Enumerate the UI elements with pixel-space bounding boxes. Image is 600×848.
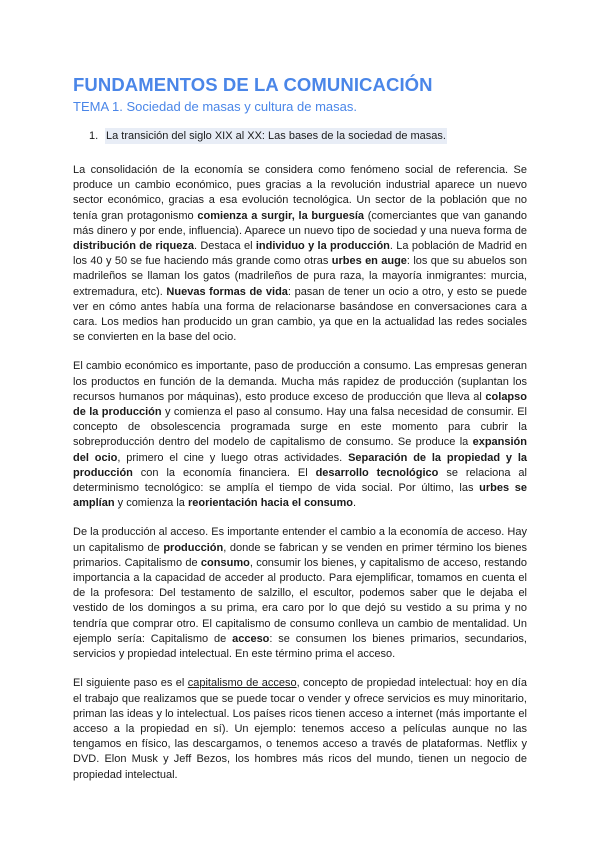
p2-text-g: con la economía financiera. El (132, 466, 316, 479)
p1-bold-f: individuo y la producción (255, 240, 390, 253)
section-heading (89, 128, 527, 144)
paragraph-2 (73, 359, 527, 511)
p4-text-a: El siguiente paso es el (73, 677, 188, 690)
p3-text-g: : se consumen los bienes primarios, secundarios, servicios y propiedad intelectual. En este término prima el acceso. (73, 632, 527, 661)
p2-text-i: se relaciona al determinismo tecnológico: se amplía el tiempo de vida social. Por último, las (73, 466, 527, 495)
section-heading-text: La transición del siglo XIX al XX: Las bases de la sociedad de masas. (106, 130, 446, 142)
p4-underline-b: capitalismo de acceso (187, 677, 297, 690)
section-number: 1. (89, 130, 99, 142)
p4-text-c: , concepto de propiedad intelectual: hoy en día el trabajo que realizamos que se puede tocar o vender y ofrece servicios es muy minoritario, priman las ideas y lo intelectual. Los países ricos tienen acceso a internet (más importante el acceso a la propiedad en sí). Un ejemplo: tenemos acceso a películas aunque no las tengamos en físico, las descargamos, o tenemos acceso a través de plataformas. Netflix y DVD. Elon Musk y Jeff Bezos, los hombres más ricos del mundo, tienen un negocio de propiedad intelectual. (73, 677, 527, 781)
p2-text-m: . (353, 497, 357, 510)
p3-bold-b: producción (163, 541, 224, 554)
paragraph-3 (73, 525, 527, 662)
p3-text-c: , donde se fabrican y se venden en primer término los bienes primarios. Capitalismo de (73, 541, 527, 569)
p2-bold-d: expansión del ocio (73, 436, 527, 464)
p2-text-e: , primero el cine y luego otras actividades. (117, 451, 349, 464)
p1-text-e: . Destaca el (193, 240, 256, 253)
p2-bold-h: desarrollo tecnológico (315, 466, 439, 479)
p1-text-i: : los que su abuelos son madrileños se llaman los gatos (madrileños de pura raza, la mayoría inmigrantes: murcia, extremadura, etc). (73, 255, 527, 298)
p2-bold-l: reorientación hacia el consumo (187, 497, 354, 510)
document-page (73, 74, 527, 783)
p1-text-g: . La población de Madrid en los 40 y 50 se fue haciendo más grande como otras (73, 240, 527, 268)
p2-bold-f: Separación de la propiedad y la producción (73, 451, 528, 479)
p3-text-a: De la producción al acceso. Es importante entender el cambio a la economía de acceso. Hay un capitalismo de (73, 526, 527, 554)
p2-bold-j: urbes se amplían (73, 482, 527, 510)
document-subtitle: TEMA 1. Sociedad de masas y cultura de masas. (73, 99, 357, 114)
p1-bold-b: comienza a surgir, la burguesía (197, 209, 364, 222)
p3-text-e: , consumir los bienes, y capitalismo de acceso, restando importancia a la capacidad de acceder al producto. Para ejemplificar, tomamos en cuenta el de la profesora: Del testamento de salzillo, el escultor, podemos saber que le dejaba el vestido de los domingos a su prima, era caro por lo que dejó su vestido a su prima y no tendría que comprar otro. El capitalismo de consumo conlleva un cambio de mentalidad. Un ejemplo sería: Capitalismo de (73, 556, 527, 645)
p2-bold-b: colapso de la producción (73, 390, 527, 419)
p3-bold-f: acceso (232, 632, 270, 645)
p1-bold-j: Nuevas formas de vida (166, 285, 288, 298)
p2-text-a: El cambio económico es importante, paso de producción a consumo. Las empresas generan los productos en función de la demanda. Mucha más rapidez de producción (suplantan los recursos humanos por máquinas), esto produce exceso de producción que lleva al (73, 360, 527, 403)
document-title: FUNDAMENTOS DE LA COMUNICACIÓN (73, 74, 433, 95)
p1-bold-h: urbes en auge (331, 255, 407, 268)
p2-text-c: y comienza el paso al consumo. Hay una falsa necesidad de consumir. El concepto de obsolescencia programada surge en este momento para cubrir la sobreproducción dentro del modelo de capitalismo de consumo. Se produce la (73, 406, 527, 449)
p3-bold-d: consumo (200, 556, 250, 569)
p1-text-a: La consolidación de la economía se considera como fenómeno social de referencia. Se produce un cambio económico, pues gracias a la revolución industrial aparece un nuevo sector económico, gracias a esa evolución tecnológica. Un sector de la población que no tenía gran protagonismo (73, 164, 527, 222)
p2-text-k: y comienza la (114, 497, 188, 510)
p1-text-k: : pasan de tener un ocio a otro, y esto se puede ver en cómo antes había una forma de relacionarse basándose en conversaciones cara a cara. Los medios han producido un gran cambio, ya que en la actualidad las redes sociales se convierten en la base del ocio. (73, 285, 527, 344)
paragraph-4 (73, 676, 527, 782)
p1-text-c: (comerciantes que van ganando más dinero y por ende, influencia). Aparece un nuevo tipo de sociedad y una nueva forma de (73, 209, 527, 237)
paragraph-1 (73, 163, 527, 345)
p1-bold-d: distribución de riqueza (73, 240, 194, 253)
